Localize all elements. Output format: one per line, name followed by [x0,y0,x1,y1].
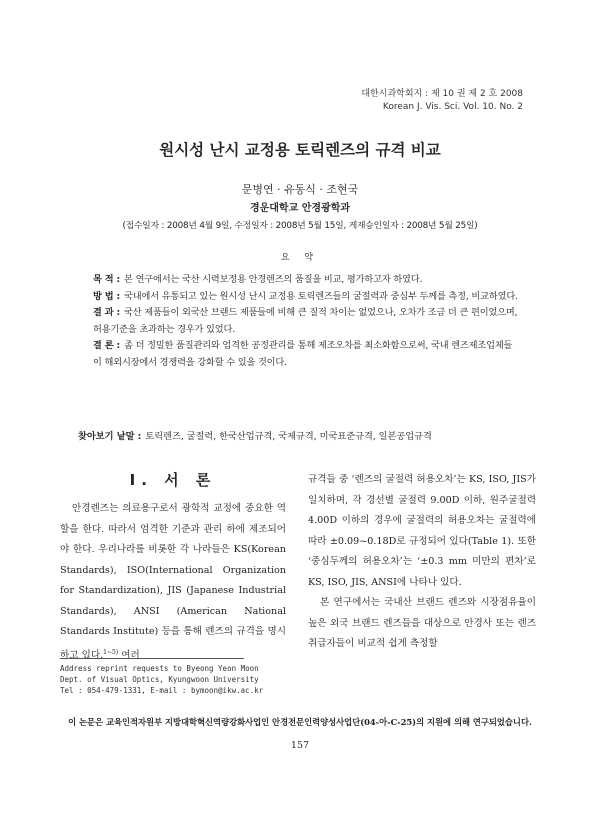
intro-paragraph-1 [60,499,286,666]
right-column [308,470,536,655]
intro-paragraph-1-tail: 여러 [118,649,140,661]
paper-title: 원시성 난시 교정용 토릭렌즈의 규격 비교 [159,141,441,159]
methods-text: 국내에서 유통되고 있는 원시성 난시 교정용 토릭렌즈들의 굴절력과 중심부 두께를 측정, 비교하였다. [124,290,518,302]
abstract [93,272,519,371]
conclusion-label: 결 론 : [93,340,121,351]
purpose-label: 목 적 : [93,274,121,285]
conclusion-text: 좀 더 정밀한 품질관리와 엄격한 공정관리를 통해 제조오차를 최소화함으로써, 국내 렌즈제조업체들이 해외시장에서 경쟁력을 강화할 수 있을 것이다. [93,340,513,368]
intro-paragraph-3: 본 연구에서는 국내산 브랜드 렌즈와 시장점유율이 높은 외국 브랜드 렌즈들을 대상으로 안경사 또는 렌즈 취급자들이 비교적 쉽게 측정할 [308,597,536,649]
footnote-rule [60,658,244,659]
results-label: 결 과 : [93,307,121,318]
affiliation: 경운대학교 안경광학과 [249,203,351,214]
section-heading: I. 서 론 [129,471,217,489]
footnote-line-2: Dept. of Visual Optics, Kyungwoon University [60,675,259,684]
footnote [60,663,263,696]
citation-ref: 1~5) [103,648,119,656]
funding-note: 이 논문은 교육인적자원부 지방대학혁신역량강화사업인 안경전문인력양성사업단(04-아-C-25)의 지원에 의해 연구되었습니다. [68,717,532,727]
abstract-methods [93,289,519,306]
left-column [60,465,286,666]
results-text: 국산 제품들이 외국산 브랜드 제품들에 비해 큰 질적 차이는 없었으나, 오차가 조금 더 큰 편이었으며, 허용기준을 초과하는 경우가 있었다. [93,307,518,335]
keywords-text: 토릭렌즈, 굴절력, 한국산업규격, 국제규격, 미국표준규격, 일본공업규격 [145,431,432,442]
journal-english: Korean J. Vis. Sci. Vol. 10. No. 2 [382,102,523,112]
abstract-purpose [93,272,519,289]
intro-paragraph-2: 규격들 중 ‘렌즈의 굴절력 허용오차’는 KS, ISO, JIS가 일치하며, 각 경선별 굴절력 9.00D 이하, 원주굴절력 4.00D 이하의 경우에 굴절력의 허용오차는 굴절력에 따라 ±0.09~0.18D로 규정되어 있다(Table 1). 또한 ‘중심두께의 허용오차’는 ‘±0.3 mm 미만의 편차’로 KS, ISO, JIS, ANSI에 나타나 있다. [308,474,536,588]
abstract-heading: 요 약 [280,253,320,263]
journal-korean: 대한시과학회지 : 제 10 권 제 2 호 2008 [361,89,523,99]
footnote-line-3: Tel : 054-479-1331, E-mail : bymoon@ikw.ac.kr [60,686,264,695]
intro-paragraph-1-text: 안경렌즈는 의료용구로서 광학적 교정에 중요한 역할을 한다. 따라서 엄격한 기준과 관리 하에 제조되어야 한다. 우리나라를 비롯한 각 나라들은 KS(Korean Standards), ISO(International Organization for Standardization), JIS (Japanese Industrial Standards), ANSI (American National Standards Institute) 등을 통해 렌즈의 규격을 명시하고 있다. [60,503,286,661]
journal-header [361,88,523,114]
methods-label: 방 법 : [93,290,121,302]
page-number: 157 [290,740,310,751]
submission-dates: (접수일자 : 2008년 4월 9일, 수정일자 : 2008년 5월 15일, 게재승인일자 : 2008년 5월 25일) [122,221,478,231]
purpose-text: 본 연구에서는 국산 시력보정용 안경렌즈의 품질을 비교, 평가하고자 하였다. [124,274,423,285]
keywords-label: 찾아보기 낱말 : [78,431,142,442]
footnote-line-1: Address reprint requests to Byeong Yeon Moon [60,664,259,673]
keywords [78,428,528,442]
authors: 문병연 · 유동식 · 조현국 [241,183,359,196]
abstract-results [93,305,519,338]
abstract-conclusion [93,338,519,371]
